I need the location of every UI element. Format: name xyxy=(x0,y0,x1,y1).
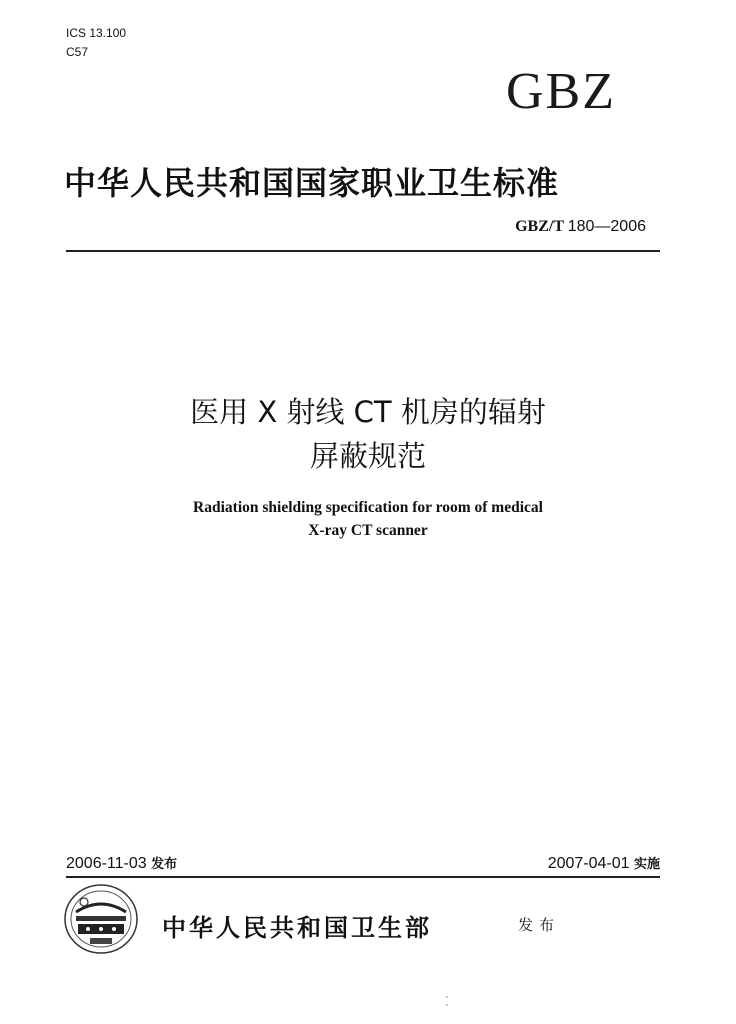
issue-date-block xyxy=(66,853,177,873)
effective-date-block xyxy=(548,853,660,873)
publisher-emblem-icon xyxy=(62,882,140,956)
ccs-code: C57 xyxy=(66,45,89,59)
standard-code-number: 180—2006 xyxy=(567,218,646,235)
english-title-line-1: Radiation shielding specification for room of medical xyxy=(193,499,543,516)
ics-code: ICS 13.100 xyxy=(66,26,127,40)
bottom-divider xyxy=(66,876,660,878)
standard-code-prefix: GBZ/T xyxy=(515,218,564,235)
publish-label: 发布 xyxy=(518,916,561,934)
scan-speck xyxy=(446,996,448,998)
chinese-title-line-1: 医用 X 射线 CT 机房的辐射 xyxy=(190,395,546,429)
gbz-logo: GBZ xyxy=(506,63,616,120)
english-title-line-2: X-ray CT scanner xyxy=(308,522,428,539)
chinese-title xyxy=(0,390,736,478)
publisher-name: 中华人民共和国卫生部 xyxy=(162,913,432,942)
chinese-title-line-2: 屏蔽规范 xyxy=(309,439,426,473)
effective-label: 实施 xyxy=(633,857,660,872)
english-title xyxy=(0,496,736,542)
scan-speck xyxy=(446,1004,448,1006)
effective-date: 2007-04-01 xyxy=(547,855,630,872)
date-row xyxy=(66,853,660,875)
standard-category-title: 中华人民共和国国家职业卫生标准 xyxy=(64,164,560,202)
standard-code xyxy=(515,218,646,236)
classification-codes xyxy=(66,24,126,62)
issue-label: 发布 xyxy=(151,857,178,872)
top-divider xyxy=(66,250,660,252)
issue-date: 2006-11-03 xyxy=(66,855,147,872)
